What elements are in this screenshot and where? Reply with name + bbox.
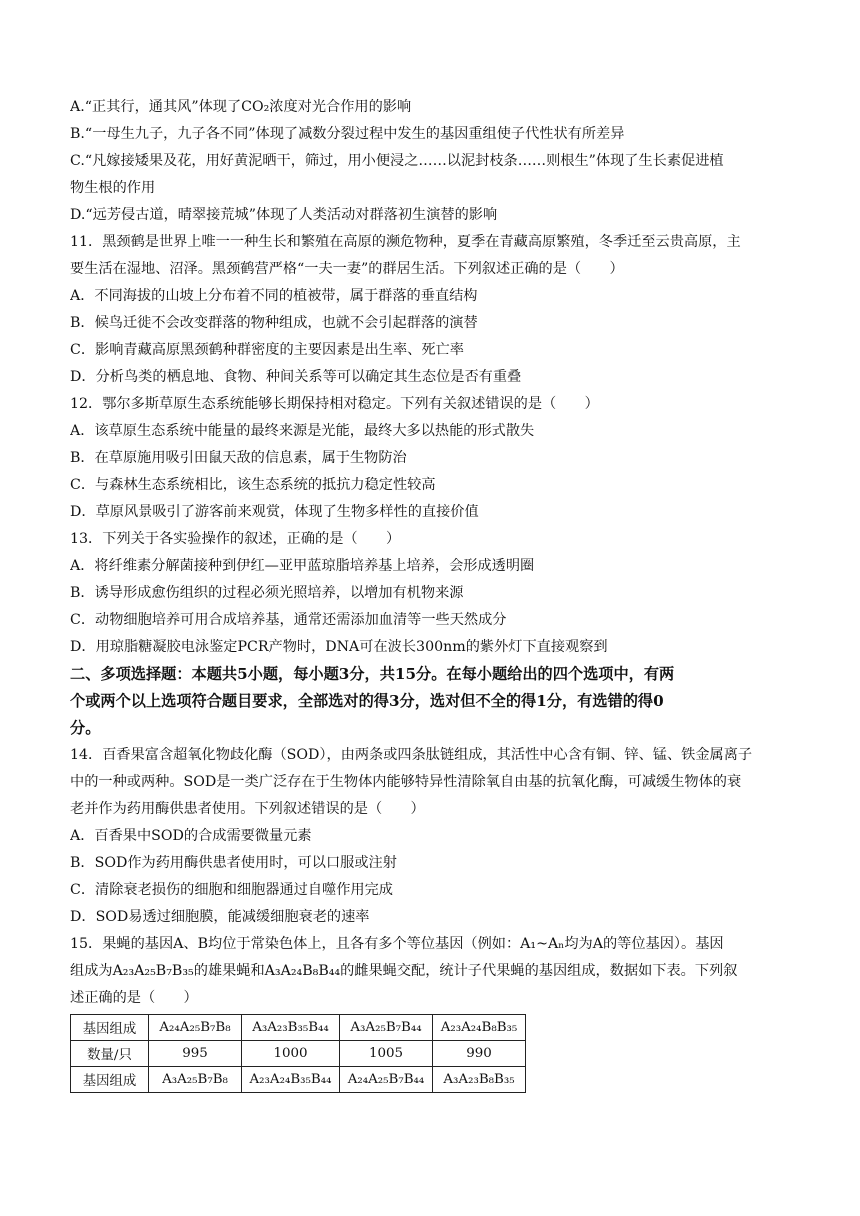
table-cell: A₃A₂₃B₃₅B₄₄: [242, 1015, 340, 1041]
text-line: B.“一母生九子，九子各不同”体现了减数分裂过程中发生的基因重组使子代性状有所差异: [70, 126, 625, 142]
table-row: [71, 1015, 526, 1041]
table-row-header: 基因组成: [71, 1015, 149, 1041]
text-line: 述正确的是（ ）: [70, 990, 198, 1006]
table-cell: A₃A₂₅B₇B₈: [149, 1067, 242, 1093]
text-line: 组成为A₂₃A₂₅B₇B₃₅的雄果蝇和A₃A₂₄B₈B₄₄的雌果蝇交配，统计子代果蝇的基因组成，数据如下表。下列叙: [70, 963, 738, 979]
text-line: 15．果蝇的基因A、B均位于常染色体上，且各有多个等位基因（例如：A₁~Aₙ均为A的等位基因）。基因: [70, 936, 724, 952]
text-line: D．用琼脂糖凝胶电泳鉴定PCR产物时，DNA可在波长300nm的紫外灯下直接观察到: [70, 639, 608, 655]
table-cell: 995: [149, 1041, 242, 1067]
text-line: 14．百香果富含超氧化物歧化酶（SOD），由两条或四条肽链组成，其活性中心含有铜、锌、锰、铁金属离子: [70, 747, 753, 763]
text-line: B．诱导形成愈伤组织的过程必须光照培养，以增加有机物来源: [70, 585, 464, 601]
table-row: [71, 1067, 526, 1093]
text-line: C．影响青藏高原黑颈鹤种群密度的主要因素是出生率、死亡率: [70, 342, 464, 358]
text-line: B．候鸟迁徙不会改变群落的物种组成，也就不会引起群落的演替: [70, 315, 478, 331]
text-line: A．不同海拔的山坡上分布着不同的植被带，属于群落的垂直结构: [70, 288, 478, 304]
text-line: B．SOD作为药用酶供患者使用时，可以口服或注射: [70, 855, 397, 871]
section-heading-line: 分。: [70, 719, 101, 737]
table-cell: A₂₄A₂₅B₇B₈: [149, 1015, 242, 1041]
text-line: 13．下列关于各实验操作的叙述，正确的是（ ）: [70, 531, 401, 547]
table-cell: A₂₃A₂₄B₈B₃₅: [433, 1015, 526, 1041]
text-line: D．草原风景吸引了游客前来观赏，体现了生物多样性的直接价值: [70, 504, 479, 520]
table-cell: 1000: [242, 1041, 340, 1067]
text-line: A．将纤维素分解菌接种到伊红—亚甲蓝琼脂培养基上培养，会形成透明圈: [70, 558, 535, 574]
text-line: 11．黑颈鹤是世界上唯一一种生长和繁殖在高原的濒危物种，夏季在青藏高原繁殖，冬季迁至云贵高原，主: [70, 234, 741, 250]
table-cell: A₂₄A₂₅B₇B₄₄: [340, 1067, 433, 1093]
table-cell: A₃A₂₃B₈B₃₅: [433, 1067, 526, 1093]
text-line: 物生根的作用: [70, 180, 156, 196]
table-row: [71, 1041, 526, 1067]
section-heading-line: 个或两个以上选项符合题目要求，全部选对的得3分，选对但不全的得1分，有选错的得0: [70, 692, 664, 710]
text-line: 老并作为药用酶供患者使用。下列叙述错误的是（ ）: [70, 801, 425, 817]
text-line: D．分析鸟类的栖息地、食物、种间关系等可以确定其生态位是否有重叠: [70, 369, 522, 385]
text-line: 中的一种或两种。SOD是一类广泛存在于生物体内能够特异性清除氧自由基的抗氧化酶，可减缓生物体的衰: [70, 774, 742, 790]
text-line: A．百香果中SOD的合成需要微量元素: [70, 828, 312, 844]
text-line: C.“凡嫁接矮果及花，用好黄泥晒干，筛过，用小便浸之……以泥封枝条……则根生”体现了生长素促进植: [70, 153, 724, 169]
table-cell: A₂₃A₂₄B₃₅B₄₄: [242, 1067, 340, 1093]
text-line: 要生活在湿地、沼泽。黑颈鹤营严格“一夫一妻”的群居生活。下列叙述正确的是（ ）: [70, 261, 624, 277]
text-line: B．在草原施用吸引田鼠天敌的信息素，属于生物防治: [70, 450, 407, 466]
text-line: C．清除衰老损伤的细胞和细胞器通过自噬作用完成: [70, 882, 393, 898]
text-line: D.“远芳侵古道，晴翠接荒城”体现了人类活动对群落初生演替的影响: [70, 207, 498, 223]
table-row-header: 基因组成: [71, 1067, 149, 1093]
gene-table: [70, 1014, 526, 1093]
text-line: 12．鄂尔多斯草原生态系统能够长期保持相对稳定。下列有关叙述错误的是（ ）: [70, 396, 599, 412]
text-line: C．动物细胞培养可用合成培养基，通常还需添加血清等一些天然成分: [70, 612, 507, 628]
table-cell: 990: [433, 1041, 526, 1067]
text-line: C．与森林生态系统相比，该生态系统的抵抗力稳定性较高: [70, 477, 436, 493]
section-heading-line: 二、多项选择题：本题共5小题，每小题3分，共15分。在每小题给出的四个选项中，有两: [70, 665, 675, 683]
text-line: A.“正其行，通其风”体现了CO₂浓度对光合作用的影响: [70, 99, 412, 115]
text-line: A．该草原生态系统中能量的最终来源是光能，最终大多以热能的形式散失: [70, 423, 535, 439]
text-line: D．SOD易透过细胞膜，能减缓细胞衰老的速率: [70, 909, 370, 925]
table-cell: A₃A₂₅B₇B₄₄: [340, 1015, 433, 1041]
table-cell: 1005: [340, 1041, 433, 1067]
table-row-header: 数量/只: [71, 1041, 149, 1067]
